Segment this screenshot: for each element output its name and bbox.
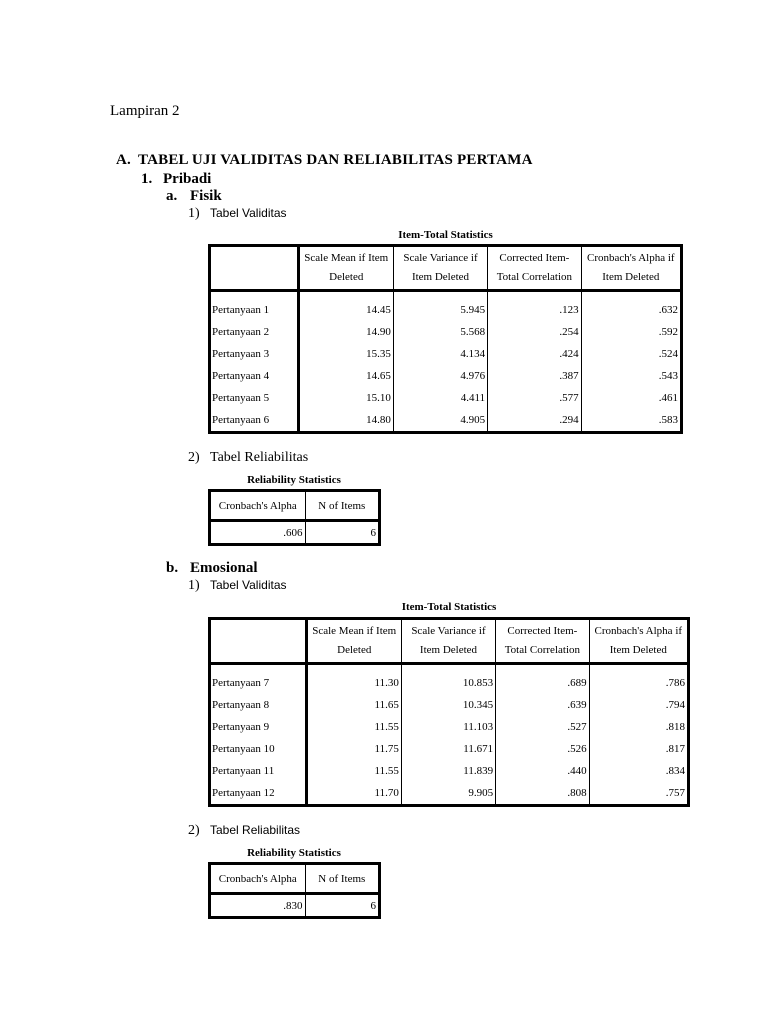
section-a-title: TABEL UJI VALIDITAS DAN RELIABILITAS PERTAMA: [138, 152, 533, 168]
table-row: [210, 738, 689, 760]
table-cell: 5.568: [393, 321, 487, 343]
table-cell: .387: [488, 365, 581, 387]
column-header-line: Item Deleted: [419, 644, 478, 656]
table-cell: 15.10: [298, 387, 393, 409]
column-header-line: Corrected Item-: [499, 252, 570, 264]
table-cell: 11.55: [306, 716, 401, 738]
lampiran-label: Lampiran 2: [110, 103, 180, 119]
table-cell: .424: [488, 343, 581, 365]
table-cell: .254: [488, 321, 581, 343]
part-b-validitas-text: Tabel Validitas: [210, 578, 287, 592]
table-row: [210, 321, 682, 343]
subsection-1-heading: [141, 171, 211, 188]
part-b-item-total-table: [208, 617, 690, 807]
column-header: [581, 246, 681, 291]
part-a-reliability-caption: Reliability Statistics: [247, 474, 341, 486]
table-cell: 10.345: [401, 694, 495, 716]
row-label: Pertanyaan 3: [210, 343, 299, 365]
table-cell: 4.134: [393, 343, 487, 365]
table-cell: .294: [488, 409, 581, 433]
table-cell: .543: [658, 370, 678, 382]
rel-header-n-items: N of Items: [305, 491, 379, 521]
column-header-line: Scale Mean if Item: [304, 252, 389, 264]
table-cell: .123: [488, 291, 581, 322]
table-cell: 11.65: [306, 694, 401, 716]
part-b-heading: [166, 560, 258, 577]
table-cell: .526: [496, 738, 589, 760]
table-row: [210, 343, 682, 365]
rel-value-n-items: 6: [370, 899, 376, 912]
rel-header-n-items: N of Items: [305, 864, 379, 894]
table-cell: .527: [496, 716, 589, 738]
part-b-reliability-table: [208, 862, 381, 919]
column-header-line: Total Correlation: [504, 644, 580, 656]
part-b-reliability-caption: Reliability Statistics: [247, 847, 341, 859]
table-cell: .689: [496, 664, 589, 695]
subsection-1-marker: 1.: [141, 171, 153, 187]
rel-value-n-items: 6: [370, 526, 376, 539]
column-header-line: Cronbach's Alpha if: [587, 252, 675, 264]
rel-value-alpha: .606: [210, 521, 306, 545]
row-label: Pertanyaan 2: [210, 321, 299, 343]
table-cell: .583: [658, 414, 678, 426]
column-header-line: Item Deleted: [609, 644, 667, 656]
table-row: [210, 760, 689, 782]
part-b-reliabilitas-text: Tabel Reliabilitas: [210, 823, 301, 837]
table-cell: 11.671: [401, 738, 495, 760]
table-row: [210, 291, 682, 322]
table-cell: 11.70: [306, 782, 401, 806]
table-cell: .577: [488, 387, 581, 409]
table-row: [210, 365, 682, 387]
column-header: [298, 246, 393, 291]
table-cell: .834: [665, 765, 685, 777]
table-cell: 15.35: [298, 343, 393, 365]
table-cell: .632: [658, 303, 678, 316]
header-blank: [210, 619, 307, 664]
table-row: [210, 782, 689, 806]
column-header: [589, 619, 688, 664]
row-label: Pertanyaan 7: [210, 664, 307, 695]
table-header-row: [210, 246, 682, 291]
part-a-reliability-table: [208, 489, 381, 546]
table-row: [210, 716, 689, 738]
table-cell: .818: [665, 721, 685, 733]
row-label: Pertanyaan 10: [210, 738, 307, 760]
part-a-validitas-marker: 1): [188, 206, 200, 221]
table-cell: 11.30: [306, 664, 401, 695]
row-label: Pertanyaan 11: [210, 760, 307, 782]
column-header-line: Item Deleted: [411, 271, 470, 283]
table-cell: 14.65: [298, 365, 393, 387]
column-header: [401, 619, 495, 664]
part-a-validitas-caption: Item-Total Statistics: [398, 229, 493, 241]
column-header-line: Scale Mean if Item: [312, 625, 397, 637]
part-a-heading: [166, 188, 222, 205]
row-label: Pertanyaan 1: [210, 291, 299, 322]
column-header-line: Corrected Item-: [507, 625, 578, 637]
part-b-validitas-marker: 1): [188, 578, 200, 593]
table-header-row: [210, 619, 689, 664]
table-cell: .757: [665, 787, 685, 799]
column-header: [488, 246, 581, 291]
table-cell: 4.976: [393, 365, 487, 387]
rel-header-alpha: Cronbach's Alpha: [210, 491, 306, 521]
part-a-reliabilitas-label: [188, 449, 308, 466]
table-cell: .639: [496, 694, 589, 716]
part-b-reliabilitas-label: [188, 822, 300, 839]
table-cell: 10.853: [401, 664, 495, 695]
column-header-line: Total Correlation: [496, 271, 573, 283]
column-header-line: Scale Variance if: [411, 625, 486, 637]
column-header-line: Cronbach's Alpha if: [594, 625, 683, 637]
part-a-validitas-label: [188, 205, 287, 222]
table-cell: 4.411: [393, 387, 487, 409]
part-b-title: Emosional: [190, 560, 258, 576]
table-row: [210, 664, 689, 695]
row-label: Pertanyaan 5: [210, 387, 299, 409]
table-cell: 14.45: [298, 291, 393, 322]
column-header: [306, 619, 401, 664]
part-a-item-total-table: [208, 244, 683, 434]
table-cell: .794: [665, 699, 685, 711]
row-label: Pertanyaan 9: [210, 716, 307, 738]
table-cell: .440: [496, 760, 589, 782]
table-row: [210, 387, 682, 409]
table-cell: .817: [665, 743, 685, 755]
column-header: [496, 619, 589, 664]
part-b-reliabilitas-marker: 2): [188, 823, 200, 838]
table-cell: .461: [658, 392, 678, 404]
table-cell: 14.90: [298, 321, 393, 343]
part-b-validitas-label: [188, 577, 287, 594]
part-b-validitas-caption: Item-Total Statistics: [401, 601, 497, 613]
column-header-line: Deleted: [329, 271, 364, 283]
header-blank: [210, 246, 299, 291]
table-cell: 14.80: [298, 409, 393, 433]
part-a-reliabilitas-text: Tabel Reliabilitas: [210, 450, 309, 465]
rel-value-alpha: .830: [210, 894, 306, 918]
table-cell: 11.55: [306, 760, 401, 782]
table-row: [210, 694, 689, 716]
row-label: Pertanyaan 6: [210, 409, 299, 433]
table-cell: .592: [658, 326, 678, 338]
table-cell: 4.905: [393, 409, 487, 433]
table-cell: .808: [496, 782, 589, 806]
part-a-validitas-text: Tabel Validitas: [210, 206, 287, 220]
column-header-line: Deleted: [337, 644, 372, 656]
part-a-title: Fisik: [190, 188, 222, 204]
section-a-marker: A.: [116, 152, 131, 168]
table-cell: 11.103: [401, 716, 495, 738]
table-cell: 11.839: [401, 760, 495, 782]
row-label: Pertanyaan 8: [210, 694, 307, 716]
part-a-reliabilitas-marker: 2): [188, 450, 200, 465]
table-cell: 9.905: [401, 782, 495, 806]
column-header-line: Scale Variance if: [403, 252, 478, 264]
table-cell: .524: [658, 348, 678, 360]
row-label: Pertanyaan 12: [210, 782, 307, 806]
table-cell: 11.75: [306, 738, 401, 760]
row-label: Pertanyaan 4: [210, 365, 299, 387]
part-a-marker: a.: [166, 188, 178, 204]
table-cell: 5.945: [393, 291, 487, 322]
table-row: [210, 409, 682, 433]
column-header-line: Item Deleted: [602, 271, 660, 283]
table-cell: .786: [665, 676, 685, 689]
part-b-marker: b.: [166, 560, 179, 576]
rel-header-alpha: Cronbach's Alpha: [210, 864, 306, 894]
column-header: [393, 246, 487, 291]
subsection-1-title: Pribadi: [163, 171, 212, 187]
section-a-heading: [116, 152, 533, 169]
